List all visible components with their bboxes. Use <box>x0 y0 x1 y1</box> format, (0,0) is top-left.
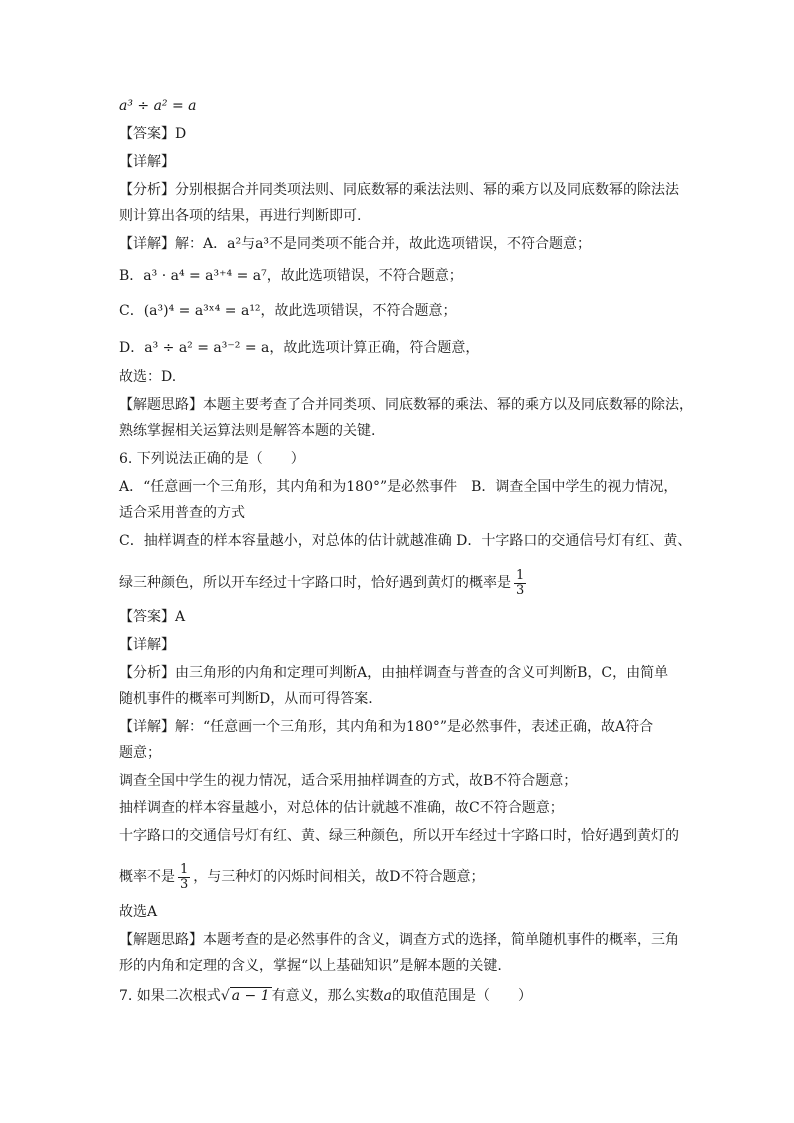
probability-text-cont: ，与三种灯的闪烁时间相关，故D不符合题意； <box>193 869 485 885</box>
question-6-stem: 6. 下列说法正确的是（ ） <box>119 451 305 467</box>
solution-option-b: B．a³ · a⁴ = a³⁺⁴ = a⁷，故此选项错误，不符合题意； <box>119 268 463 284</box>
answer-label: 【答案】D <box>119 126 187 142</box>
fraction-denominator: 3 <box>180 876 189 892</box>
analysis-text-6-cont: 随机事件的概率可判断D，从而可得答案. <box>119 691 373 707</box>
solution-6-a: 【详解】解：“任意画一个三角形，其内角和为180°”是必然事件，表述正确，故A符合 <box>119 719 654 735</box>
analysis-text-6: 【分析】由三角形的内角和定理可判断A，由抽样调查与普查的含义可判断B，C，由简单 <box>119 665 669 681</box>
solution-option-c: C．(a³)⁴ = a³ˣ⁴ = a¹²，故此选项错误，不符合题意； <box>119 303 457 319</box>
square-root-expression: √ a − 1 <box>220 988 270 1004</box>
question-6-option-a-b: A．“任意画一个三角形，其内角和为180°”是必然事件 B．调查全国中学生的视力情况， <box>119 479 678 495</box>
question-7-text: 7. 如果二次根式 <box>119 988 221 1004</box>
question-7-text-mid: 有意义，那么实数 <box>271 988 384 1004</box>
fraction-one-third-2 <box>178 863 190 892</box>
question-6-option-c-d: C．抽样调查的样本容量越小，对总体的估计就越准确 D．十字路口的交通信号灯有红、黄、 <box>119 533 692 549</box>
variable-a: a <box>383 988 392 1004</box>
fraction-one-third <box>514 569 526 598</box>
solution-option-a: 【详解】解：A．a²与a³不是同类项不能合并，故此选项错误，不符合题意； <box>119 236 592 252</box>
choice-conclusion-6: 故选A <box>119 904 158 920</box>
fraction-numerator: 1 <box>516 567 525 583</box>
solution-6-d: 十字路口的交通信号灯有红、黄、绿三种颜色，所以开车经过十字路口时，恰好遇到黄灯的 <box>119 828 679 844</box>
solution-6-c: 抽样调查的样本容量越小，对总体的估计就越不准确，故C不符合题意； <box>119 800 564 816</box>
radicand: a − 1 <box>231 988 270 1004</box>
analysis-text-cont: 则计算出各项的结果，再进行判断即可. <box>119 208 362 224</box>
question-6-option-d-cont <box>119 566 734 600</box>
solving-idea: 【解题思路】本题主要考查了合并同类项、同底数幂的乘法、幂的乘方以及同底数幂的除法， <box>119 397 693 413</box>
answer-label-6: 【答案】A <box>119 609 186 625</box>
solving-idea-cont: 熟练掌握相关运算法则是解答本题的关键. <box>119 423 376 439</box>
choice-conclusion: 故选：D. <box>119 369 177 385</box>
solution-6-a-cont: 题意； <box>119 745 161 761</box>
fraction-denominator: 3 <box>516 582 525 598</box>
solution-option-d: D．a³ ÷ a² = a³⁻² = a，故此选项计算正确，符合题意， <box>119 340 480 356</box>
solving-idea-6-cont: 形的内角和定理的含义，掌握“以上基础知识”是解本题的关键. <box>119 958 502 974</box>
question-7-stem <box>119 986 734 1006</box>
fraction-numerator: 1 <box>180 861 189 877</box>
option-d-text: 绿三种颜色，所以开车经过十字路口时，恰好遇到黄灯的概率是 <box>119 575 511 591</box>
question-7-text-end: 的取值范围是（ ） <box>391 988 532 1004</box>
probability-text: 概率不是 <box>119 869 175 885</box>
analysis-text: 【分析】分别根据合并同类项法则、同底数幂的乘法法则、幂的乘方以及同底数幂的除法法 <box>119 182 679 198</box>
solution-6-d-cont <box>119 860 734 894</box>
formula-line: a³ ÷ a² = a <box>119 98 197 114</box>
detail-heading-6: 【详解】 <box>119 637 175 653</box>
detail-heading: 【详解】 <box>119 154 175 170</box>
solution-6-b: 调查全国中学生的视力情况，适合采用抽样调查的方式，故B不符合题意； <box>119 773 578 789</box>
solving-idea-6: 【解题思路】本题考查的是必然事件的含义，调查方式的选择，简单随机事件的概率，三角 <box>119 932 679 948</box>
question-6-option-b-cont: 适合采用普查的方式 <box>119 505 245 521</box>
